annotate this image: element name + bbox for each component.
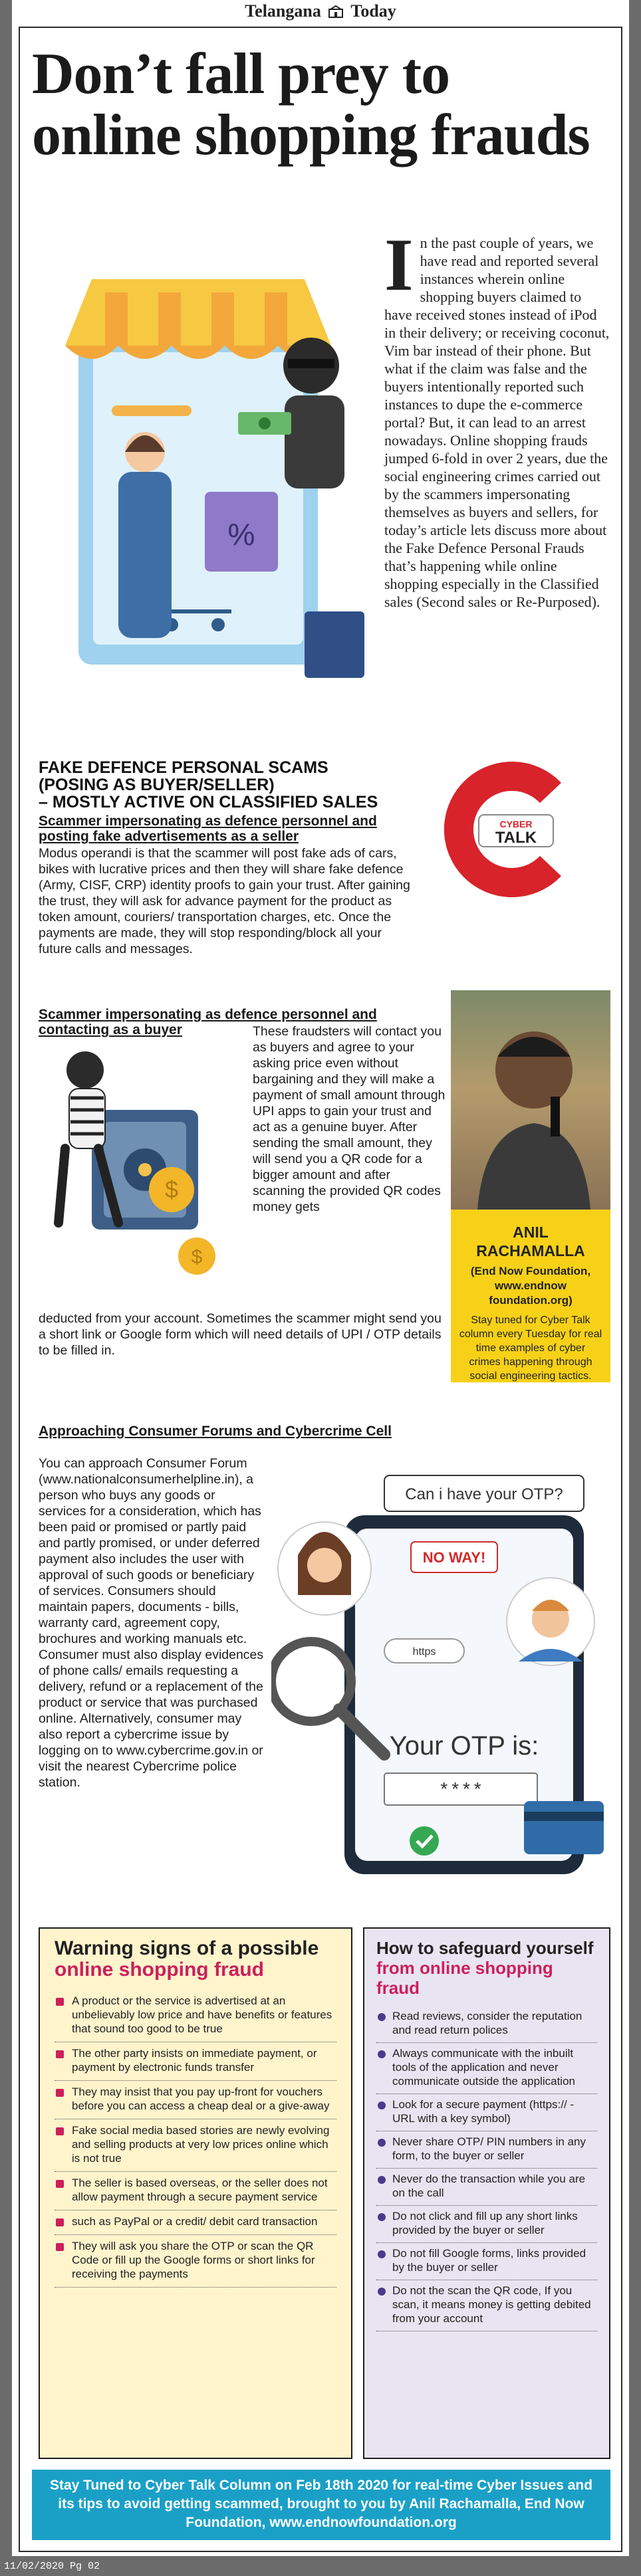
author-portrait-icon xyxy=(451,990,610,1210)
headline xyxy=(32,44,610,166)
section1-title-line-3: – MOSTLY ACTIVE ON CLASSIFIED SALES xyxy=(39,793,378,811)
warning-item: They may insist that you pay up-front for vouchers before you can access a cheap deal or a give-away xyxy=(55,2081,336,2119)
warning-signs-box xyxy=(39,1927,352,2459)
section2-body-full: deducted from your account. Sometimes the scammer might send you a short link or Google form which will need details of UPI / OTP details to be filled in. xyxy=(39,1311,442,1358)
warning-item: Fake social media based stories are newly evolving and selling products at very low prices online which is not true xyxy=(55,2119,336,2172)
tips-section xyxy=(39,1927,610,2472)
online-shop-thief-illustration xyxy=(39,253,384,704)
safeguard-item: Never do the transaction while you are on the call xyxy=(376,2169,597,2206)
page-number: 11/02/2020 Pg 02 xyxy=(4,2561,100,2572)
safeguard-title-2: from online shopping fraud xyxy=(376,1958,553,1998)
section3-body: You can approach Consumer Forum (www.nationalconsumerhelpline.in), a person who buys any goods or services for a consideration, which has been paid or promised or partly paid and partly promised, or under deferred payment also includes the user with approval of such goods or beneficiary of services. Consumers should maintain papers, documents - bills, warranty card, agreement copy, brochures and working manuals etc. Consumer must also display evidences of phone calls/ emails requesting a delivery, refund or a replacement of the product or service that was purchased online. Alternatively, consumer may also report a cybercrime issue by logging on to www.cybercrime.gov.in or visit the nearest Cybercrime police station. xyxy=(39,1456,264,1790)
warning-title-2: online shopping fraud xyxy=(55,1959,264,1981)
section3-subhead: Approaching Consumer Forums and Cybercrime Cell xyxy=(39,1424,392,1439)
masthead xyxy=(12,0,629,23)
masthead-right: Today xyxy=(350,1,396,21)
intro-paragraph xyxy=(384,224,610,611)
otp-question: Can i have your OTP? xyxy=(405,1485,563,1503)
author-info xyxy=(451,1210,610,1382)
warning-item: The seller is based overseas, or the seller does not allow payment through a secure payment service xyxy=(55,2172,336,2210)
headline-line-2: online shopping frauds xyxy=(32,103,590,167)
newspaper-page xyxy=(12,0,629,2556)
safeguard-item: Read reviews, consider the reputation and read return polices xyxy=(376,2006,597,2043)
section1-title xyxy=(39,759,411,811)
safeguard-box xyxy=(363,1927,610,2459)
footer-banner: Stay Tuned to Cyber Talk Column on Feb 18th 2020 for real-time Cyber Issues and its tips to avoid getting scammed, brought to you by Anil Rachamalla, End Now Foundation, www.endnowfoundation.org xyxy=(32,2470,610,2540)
logo-line-1: CYBER xyxy=(499,819,533,829)
author-box xyxy=(451,990,610,1382)
section1-subhead: Scammer impersonating as defence personnel and posting fake advertisements as a seller xyxy=(39,813,377,844)
warning-title-1: Warning signs of a possible xyxy=(55,1937,319,1959)
thief-safe-illustration xyxy=(39,1023,251,1303)
intro-dropcap: I xyxy=(384,224,414,306)
svg-text:$: $ xyxy=(164,1176,179,1203)
cyber-talk-logo xyxy=(438,756,584,903)
safeguard-item: Do not the scan the QR code, If you scan, it means money is getting debited from your account xyxy=(376,2280,597,2331)
section1-title-line-1: FAKE DEFENCE PERSONAL SCAMS xyxy=(39,758,328,777)
author-org: (End Now Foundation, www.endnow foundation.org) xyxy=(470,1265,591,1307)
otp-answer: NO WAY! xyxy=(422,1549,486,1566)
otp-label: Your OTP is: xyxy=(389,1731,539,1761)
warning-item: The other party insists on immediate payment, or payment by electronic funds transfer xyxy=(55,2042,336,2081)
warning-list xyxy=(55,1990,336,2288)
warning-item: such as PayPal or a credit/ debit card transaction xyxy=(55,2210,336,2235)
section2-subhead: Scammer impersonating as defence personnel and contacting as a buyer xyxy=(39,1007,377,1037)
section1-body: Modus operandi is that the scammer will post fake ads of cars, bikes with lucrative prices and then they will share fake defence (Army, CISF, CRP) identity proofs to gain your trust. After gaining the trust, they will ask for advance payment for the product as token amount, couriers/ transportation charges, etc. Once the payments are made, they will stop responding/block all your future calls and messages. xyxy=(39,846,410,956)
safeguard-item: Do not click and fill up any short links provided by the buyer or seller xyxy=(376,2206,597,2243)
logo-line-2: TALK xyxy=(495,829,537,847)
svg-text:$: $ xyxy=(191,1246,203,1268)
https-label: https xyxy=(412,1646,436,1658)
safeguard-item: Do not fill Google forms, links provided by the buyer or seller xyxy=(376,2243,597,2280)
safeguard-title-1: How to safeguard yourself xyxy=(376,1938,594,1958)
safeguard-item: Always communicate with the inbuilt tools of the application and never communicate outside the application xyxy=(376,2043,597,2094)
otp-scam-illustration xyxy=(271,1462,610,1881)
author-desc: Stay tuned for Cyber Talk column every Tuesday for real time examples of cyber crimes happening through social engineering tactics. xyxy=(459,1315,602,1382)
section1-title-line-2: (POSING AS BUYER/SELLER) xyxy=(39,776,275,794)
warning-item: A product or the service is advertised at an unbelievably low price and have benefits or features that sound too good to be true xyxy=(55,1990,336,2042)
intro-text: n the past couple of years, we have read and reported several instances wherein online shopping buyers claimed to have received stones instead of iPod in their delivery; or receiving coconut, Vim bar instead of their phone. But what if the claim was false and the buyers intentionally reported such instances to dupe the e-commerce portal? But, it can lead to an arrest nowadays. Online shopping frauds jumped 6-fold in over 2 years, due the social engineering crimes carried out by the scammers impersonating themselves as buyers and sellers, for today’s article lets discuss more about the Fake Defence Personal Frauds that’s happening while online shopping especially in the Classified sales (Second sales or Re-Purposed). xyxy=(384,235,610,610)
author-name: ANIL RACHAMALLA xyxy=(476,1224,585,1259)
masthead-emblem-icon xyxy=(328,5,344,19)
masthead-left: Telangana xyxy=(245,1,321,21)
headline-line-1: Don’t fall prey to xyxy=(32,42,450,106)
safeguard-item: Never share OTP/ PIN numbers in any form, to the buyer or seller xyxy=(376,2131,597,2169)
safeguard-list xyxy=(376,2006,597,2331)
svg-text:%: % xyxy=(227,517,255,552)
author-photo xyxy=(451,990,610,1210)
safeguard-item: Look for a secure payment (https:// - URL with a key symbol) xyxy=(376,2094,597,2131)
otp-code: **** xyxy=(438,1781,483,1802)
section2-body-column: These fraudsters will contact you as buyers and agree to your asking price even without bargaining and they will make a payment of small amount through UPI apps to gain your trust and act as a genuine buyer. After sending the small amount, they will send you a QR code for a bigger amount and after scanning the provided QR codes money gets xyxy=(253,1024,446,1214)
warning-item: They will ask you share the OTP or scan the QR Code or fill up the Google forms or short links for receiving the payments xyxy=(55,2235,336,2288)
